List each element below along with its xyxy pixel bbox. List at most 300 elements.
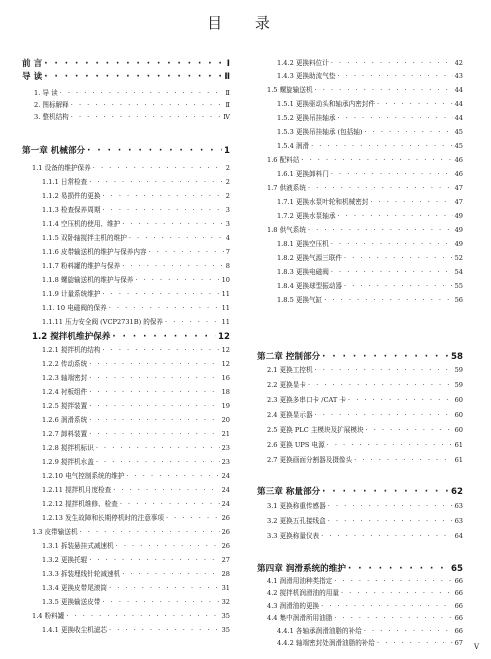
toc-leader-dots <box>66 611 219 622</box>
toc-entry <box>267 455 463 466</box>
toc-entry-page: 8 <box>225 262 230 270</box>
toc-entry-page: Ⅱ <box>225 89 230 97</box>
toc-leader-dots <box>370 197 452 208</box>
toc-leader-dots <box>112 331 216 344</box>
toc-entry <box>277 99 463 110</box>
toc-leader-dots <box>109 625 220 636</box>
toc-entry-label: 2.1 更换工控机 <box>267 366 313 374</box>
toc-leader-dots <box>322 351 449 364</box>
toc-entry <box>277 253 463 264</box>
toc-entry-label: 1.1. 10 电磁阀的保养 <box>42 304 107 312</box>
toc-leader-dots <box>341 588 453 599</box>
toc-leader-dots <box>89 387 219 398</box>
toc-leader-dots <box>331 58 453 69</box>
toc-leader-dots <box>328 501 453 512</box>
toc-entry-label: 1.5.4 润滑 <box>277 142 310 150</box>
toc-entry-page: 49 <box>454 212 463 220</box>
toc-entry-label: 1.2.9 搅拌机水盖 <box>42 458 94 466</box>
toc-entry-page: 45 <box>454 142 463 150</box>
toc-leader-dots <box>120 499 220 510</box>
toc-leader-dots <box>324 295 452 306</box>
toc-leader-dots <box>337 113 452 124</box>
toc-entry-label: 2. 图标解释 <box>34 101 69 109</box>
toc-leader-dots <box>348 563 449 576</box>
toc-entry-label: 1.8.2 更换气源三联件 <box>277 254 343 262</box>
toc-leader-dots <box>89 359 219 370</box>
toc-entry <box>267 588 463 599</box>
toc-entry-page: 26 <box>221 528 230 536</box>
toc-entry-label: 第二章 控制部分 <box>257 352 321 362</box>
toc-entry <box>267 613 463 624</box>
toc-entry <box>42 205 230 216</box>
toc-entry-label: 1.2.13 发生故障和长期停机时的注意事项 <box>42 514 164 522</box>
toc-entry <box>42 513 230 524</box>
toc-entry-page: 23 <box>221 444 230 452</box>
toc-entry-page: 56 <box>454 296 463 304</box>
toc-entry-page: 55 <box>454 282 463 290</box>
toc-leader-dots <box>308 183 453 194</box>
toc-entry-page: 7 <box>225 248 230 256</box>
toc-leader-dots <box>122 261 224 272</box>
toc-entry <box>42 429 230 440</box>
toc-entry-label: 1.3.5 更换输送皮带 <box>42 598 101 606</box>
toc-entry-page: 1 <box>224 146 230 156</box>
page-title: 目 录 <box>207 14 284 32</box>
toc-entry-label: 1.2.11 搅拌机月度检查 <box>42 486 112 494</box>
toc-entry-page: 66 <box>454 626 463 635</box>
toc-leader-dots <box>377 638 453 649</box>
toc-entry <box>42 457 230 468</box>
toc-leader-dots <box>321 601 452 612</box>
toc-leader-dots <box>166 513 220 524</box>
toc-leader-dots <box>331 169 453 180</box>
toc-leader-dots <box>366 425 453 436</box>
toc-leader-dots <box>87 145 222 158</box>
toc-entry <box>42 415 230 426</box>
toc-entry <box>277 239 463 250</box>
toc-entry <box>32 611 230 622</box>
toc-leader-dots <box>44 71 222 84</box>
toc-entry <box>42 373 230 384</box>
toc-entry <box>277 58 463 69</box>
toc-entry-page: 2 <box>225 164 230 172</box>
toc-entry <box>267 531 463 542</box>
toc-section-heading <box>22 145 230 158</box>
toc-entry-label: 1.1.6 皮带输送机的维护与保养内容 <box>42 248 147 256</box>
toc-entry-label: 1.1.11 压力安全阀 (VCP2731B) 的保养 <box>42 318 164 326</box>
toc-entry <box>267 365 463 376</box>
toc-leader-dots <box>71 100 224 111</box>
toc-entry-label: 1.2.3 轴端密封 <box>42 374 88 382</box>
toc-entry-page: 59 <box>454 381 463 389</box>
toc-entry-label: 2.5 更换 PLC 主模块及扩展模块 <box>267 426 364 434</box>
toc-entry-label: 第三章 称量部分 <box>257 487 321 497</box>
toc-entry-page: 32 <box>221 598 230 606</box>
toc-entry-page: 63 <box>454 517 463 525</box>
toc-entry-label: 1.5.1 更换驱动头和轴承内密封件 <box>277 100 375 108</box>
toc-entry-page: 47 <box>454 184 463 192</box>
toc-entry-page: 24 <box>221 486 230 494</box>
toc-entry-label: 1.1.7 粉料罐的维护与保养 <box>42 262 121 270</box>
toc-entry-page: 24 <box>221 472 230 480</box>
toc-entry-page: 63 <box>454 502 463 510</box>
toc-leader-dots <box>122 569 219 580</box>
toc-entry <box>267 183 463 194</box>
toc-entry-label: 导 读 <box>22 72 43 82</box>
toc-entry <box>42 569 230 580</box>
toc-leader-dots <box>364 626 453 637</box>
toc-leader-dots <box>344 253 453 264</box>
toc-leader-dots <box>315 85 453 96</box>
toc-entry-page: 58 <box>451 352 463 362</box>
toc-entry-page: 42 <box>454 59 463 67</box>
toc-section-heading <box>32 331 230 344</box>
toc-leader-dots <box>348 395 453 406</box>
toc-leader-dots <box>308 380 453 391</box>
toc-entry <box>42 275 230 286</box>
toc-entry-label: 1.4 粉料罐 <box>32 612 65 620</box>
toc-entry-page: 67 <box>454 639 463 647</box>
toc-leader-dots <box>116 541 220 552</box>
toc-entry-label: 1.6 配料站 <box>267 156 300 164</box>
toc-entry-label: 2.6 更换 UPS 电源 <box>267 441 325 449</box>
toc-entry-page: 44 <box>454 114 463 122</box>
toc-entry-label: 2.4 更换显示器 <box>267 411 313 419</box>
toc-entry-label: 1. 导 读 <box>34 89 58 97</box>
toc-entry-page: 21 <box>221 430 230 438</box>
toc-leader-dots <box>135 275 219 286</box>
toc-leader-dots <box>109 303 220 314</box>
toc-entry-page: 61 <box>454 441 463 449</box>
toc-entry-page: 35 <box>221 626 230 634</box>
toc-entry <box>42 443 230 454</box>
toc-leader-dots <box>354 455 452 466</box>
toc-entry-page: 66 <box>454 601 463 610</box>
toc-leader-dots <box>331 239 453 250</box>
toc-leader-dots <box>377 99 453 110</box>
toc-entry-label: 3.1 更换称重传感器 <box>267 502 326 510</box>
toc-entry-label: 1.8.3 更换电磁阀 <box>277 268 329 276</box>
toc-leader-dots <box>321 531 452 542</box>
toc-entry <box>32 163 230 174</box>
toc-entry-label: 1.8.1 更换空压机 <box>277 240 329 248</box>
toc-entry-page: 46 <box>454 170 463 178</box>
toc-entry <box>42 219 230 230</box>
toc-entry-label: 4.1 润滑用油种类指定 <box>267 576 333 585</box>
toc-entry-page: 11 <box>221 304 230 312</box>
toc-entry-label: 1.2.2 传动系统 <box>42 360 88 368</box>
toc-entry <box>267 225 463 236</box>
toc-entry-page: 26 <box>221 514 230 522</box>
toc-entry-label: 4.4 集中润滑所用油脂 <box>267 614 333 622</box>
toc-leader-dots <box>89 401 219 412</box>
toc-entry-page: Ⅱ <box>224 72 230 82</box>
toc-entry <box>42 233 230 244</box>
toc-entry <box>42 261 230 272</box>
toc-entry-label: 1.3.4 更换皮带尾滚筒 <box>42 584 108 592</box>
toc-leader-dots <box>96 457 220 468</box>
toc-leader-dots <box>344 281 453 292</box>
toc-entry-label: 1.4.1 更换收尘机滤芯 <box>42 626 108 634</box>
toc-entry <box>277 295 463 306</box>
toc-entry-page: 66 <box>454 614 463 622</box>
toc-entry <box>277 267 463 278</box>
toc-entry-label: 3. 整机结构 <box>34 113 69 121</box>
toc-entry <box>34 88 230 99</box>
toc-leader-dots <box>315 365 453 376</box>
toc-section-heading <box>22 71 230 84</box>
toc-entry <box>42 191 230 202</box>
toc-entry-page: 65 <box>451 564 463 574</box>
toc-entry-page: 64 <box>454 532 463 540</box>
toc-entry-page: 10 <box>221 276 230 284</box>
toc-entry <box>34 100 230 111</box>
toc-entry-label: 3.2 更换五孔接线盒 <box>267 517 326 525</box>
toc-section-heading <box>257 351 463 364</box>
toc-entry <box>277 169 463 180</box>
toc-entry-page: 45 <box>454 128 463 136</box>
toc-entry <box>267 155 463 166</box>
toc-entry-page: 3 <box>225 206 230 214</box>
toc-entry-page: 54 <box>454 268 463 276</box>
toc-entry-label: 1.3.2 更换托辊 <box>42 556 88 564</box>
toc-entry <box>42 485 230 496</box>
toc-leader-dots <box>308 225 453 236</box>
toc-entry-page: 2 <box>225 178 230 186</box>
toc-entry-label: 第四章 润滑系统的维护 <box>257 564 346 574</box>
toc-leader-dots <box>322 486 449 499</box>
toc-entry <box>42 345 230 356</box>
toc-entry-label: 1.2.1 搅拌机的结构 <box>42 346 101 354</box>
toc-entry-label: 1.6.1 更换卸料门 <box>277 170 329 178</box>
toc-entry-page: 26 <box>221 542 230 550</box>
toc-entry <box>267 380 463 391</box>
toc-entry <box>42 303 230 314</box>
toc-leader-dots <box>102 205 223 216</box>
toc-entry-label: 1.2.7 卸料装置 <box>42 430 88 438</box>
toc-entry <box>267 410 463 421</box>
toc-entry-label: 1.1.8 螺旋输送机的维护与保养 <box>42 276 134 284</box>
toc-entry <box>277 626 463 637</box>
toc-entry-label: 2.7 更换画面分割器及摄像头 <box>267 456 353 464</box>
toc-entry <box>42 555 230 566</box>
toc-entry-label: 1.1.3 检查保养周期 <box>42 206 101 214</box>
toc-entry-page: 46 <box>454 156 463 164</box>
toc-entry <box>267 516 463 527</box>
toc-entry <box>42 289 230 300</box>
toc-entry-label: 2.2 更换显卡 <box>267 381 306 389</box>
toc-section-heading <box>257 486 463 499</box>
toc-entry <box>42 471 230 482</box>
toc-leader-dots <box>327 440 453 451</box>
toc-entry-page: 31 <box>221 584 230 592</box>
toc-leader-dots <box>102 191 223 202</box>
toc-entry <box>277 638 463 649</box>
toc-entry <box>277 281 463 292</box>
toc-entry-label: 1.2.12 搅拌机维修、检查 <box>42 500 118 508</box>
toc-entry-page: 3 <box>225 220 230 228</box>
toc-entry-page: 11 <box>221 318 230 326</box>
toc-leader-dots <box>122 219 224 230</box>
toc-leader-dots <box>311 141 453 152</box>
toc-entry-page: 16 <box>221 374 230 382</box>
toc-entry <box>277 141 463 152</box>
toc-leader-dots <box>102 597 219 608</box>
toc-entry-label: 1.1.1 日常检查 <box>42 178 88 186</box>
toc-entry-label: 3.3 更换称量仪表 <box>267 532 320 540</box>
toc-entry-label: 1.1.5 双卧轴搅拌主机的维护 <box>42 234 127 242</box>
toc-entry <box>34 112 230 123</box>
toc-leader-dots <box>337 71 452 82</box>
toc-entry-page: 20 <box>221 416 230 424</box>
toc-entry-label: 1.7.1 更换水泵叶轮和机械密封 <box>277 198 369 206</box>
toc-leader-dots <box>80 527 220 538</box>
toc-entry-label: 1.1.2 易损件的更换 <box>42 192 101 200</box>
toc-section-heading <box>22 58 230 71</box>
toc-entry-label: 4.4.2 轴端密封处润滑油脂的补给 <box>277 639 375 647</box>
toc-entry <box>277 127 463 138</box>
toc-entry-label: 1.2.5 搅拌装置 <box>42 402 88 410</box>
toc-entry-label: 1.1.9 计量系统维护 <box>42 290 101 298</box>
toc-entry-page: 61 <box>454 456 463 464</box>
toc-entry-page: 66 <box>454 576 463 585</box>
toc-leader-dots <box>331 267 453 278</box>
toc-leader-dots <box>89 373 219 384</box>
toc-entry-page: 44 <box>454 86 463 94</box>
toc-leader-dots <box>315 410 453 421</box>
toc-entry-page: 47 <box>454 198 463 206</box>
toc-leader-dots <box>89 177 224 188</box>
toc-entry-label: 1.2.4 衬板组件 <box>42 388 88 396</box>
toc-leader-dots <box>165 317 220 328</box>
toc-entry-page: 2 <box>225 192 230 200</box>
toc-entry-page: 27 <box>221 556 230 564</box>
toc-leader-dots <box>334 613 452 624</box>
toc-entry-label: 1.5.2 更换吊挂轴承 <box>277 114 336 122</box>
toc-section-heading <box>257 563 463 576</box>
toc-leader-dots <box>89 415 219 426</box>
toc-leader-dots <box>328 516 453 527</box>
toc-leader-dots <box>44 58 225 71</box>
toc-entry-label: 1.8.4 更换球型振动器 <box>277 282 343 290</box>
toc-leader-dots <box>126 471 219 482</box>
toc-entry-page: 35 <box>221 612 230 620</box>
toc-entry-label: 前 言 <box>22 59 43 69</box>
toc-entry-page: 18 <box>221 388 230 396</box>
toc-leader-dots <box>129 233 224 244</box>
toc-entry-page: 66 <box>454 589 463 597</box>
page-folio: V <box>473 643 479 651</box>
toc-entry <box>42 625 230 636</box>
toc-entry-page: 60 <box>454 426 463 434</box>
toc-entry-page: Ⅱ <box>225 101 230 109</box>
toc-entry-label: 1.5.3 更换吊挂轴承 (包括轴) <box>277 128 363 136</box>
toc-leader-dots <box>102 345 219 356</box>
toc-entry-label: 1.2.10 电气控制系统的维护 <box>42 472 125 480</box>
toc-leader-dots <box>60 88 224 99</box>
toc-entry-page: 12 <box>218 332 230 342</box>
toc-leader-dots <box>89 429 219 440</box>
toc-leader-dots <box>109 583 220 594</box>
toc-entry <box>42 401 230 412</box>
toc-entry <box>32 527 230 538</box>
toc-entry <box>42 247 230 258</box>
toc-entry-page: Ⅳ <box>223 113 230 121</box>
toc-entry-page: Ⅰ <box>226 59 230 69</box>
toc-entry-label: 1.5 螺旋输送机 <box>267 86 313 94</box>
toc-entry-label: 第一章 机械部分 <box>22 146 86 156</box>
toc-entry-page: 59 <box>454 366 463 374</box>
toc-entry <box>267 85 463 96</box>
toc-entry-page: 49 <box>454 240 463 248</box>
toc-entry <box>267 576 463 587</box>
toc-leader-dots <box>301 155 452 166</box>
toc-entry <box>42 177 230 188</box>
toc-entry-label: 1.4.2 更换料位计 <box>277 59 329 67</box>
toc-leader-dots <box>96 443 220 454</box>
toc-entry <box>277 211 463 222</box>
toc-entry-label: 1.2 搅拌机维护保养 <box>32 332 111 342</box>
toc-entry-label: 4.3 润滑油的更换 <box>267 601 320 610</box>
toc-entry-label: 1.3.1 拆装悬挂式减速机 <box>42 542 114 550</box>
toc-entry-page: 28 <box>221 570 230 578</box>
toc-leader-dots <box>93 163 224 174</box>
toc-leader-dots <box>71 112 222 123</box>
toc-entry <box>42 359 230 370</box>
toc-entry-label: 4.4.1 各轴承润滑油脂的补给 <box>277 626 362 635</box>
toc-leader-dots <box>89 555 219 566</box>
toc-leader-dots <box>337 211 452 222</box>
toc-entry <box>267 501 463 512</box>
toc-entry-label: 1.3 皮带输送机 <box>32 528 78 536</box>
toc-entry-page: 60 <box>454 396 463 404</box>
toc-entry <box>42 583 230 594</box>
toc-entry-page: 12 <box>221 346 230 354</box>
toc-entry <box>42 387 230 398</box>
toc-entry-label: 1.1 设备的维护保养 <box>32 164 91 172</box>
toc-leader-dots <box>364 127 452 138</box>
toc-entry-label: 1.4.3 更换助流气垫 <box>277 72 336 80</box>
toc-leader-dots <box>334 576 452 587</box>
toc-entry-page: 52 <box>454 254 463 262</box>
toc-leader-dots <box>149 247 224 258</box>
toc-entry <box>267 425 463 436</box>
toc-entry <box>267 440 463 451</box>
toc-entry <box>277 71 463 82</box>
toc-entry-label: 1.2.8 搅拌机标识 <box>42 444 94 452</box>
toc-entry-page: 11 <box>221 290 230 298</box>
toc-entry-page: 19 <box>221 402 230 410</box>
toc-entry-label: 4.2 搅拌机润滑油的用量 <box>267 589 339 597</box>
toc-entry-page: 24 <box>221 500 230 508</box>
toc-leader-dots <box>102 289 219 300</box>
toc-entry-label: 1.7.2 更换水泵轴承 <box>277 212 336 220</box>
toc-entry-page: 43 <box>454 72 463 80</box>
toc-entry-page: 62 <box>451 487 463 497</box>
toc-entry-label: 1.2.6 润滑系统 <box>42 416 88 424</box>
toc-entry-label: 1.8 供气系统 <box>267 226 306 234</box>
toc-entry-label: 1.3.3 拆装埋线针轮减速机 <box>42 570 121 578</box>
toc-entry-page: 12 <box>221 360 230 368</box>
toc-entry-label: 1.1.4 空压机的使用、维护 <box>42 220 121 228</box>
toc-entry <box>42 541 230 552</box>
toc-entry-page: 4 <box>225 234 230 242</box>
toc-entry <box>277 113 463 124</box>
toc-entry <box>42 499 230 510</box>
toc-entry <box>42 597 230 608</box>
toc-leader-dots <box>113 485 219 496</box>
toc-entry-page: 44 <box>454 100 463 108</box>
